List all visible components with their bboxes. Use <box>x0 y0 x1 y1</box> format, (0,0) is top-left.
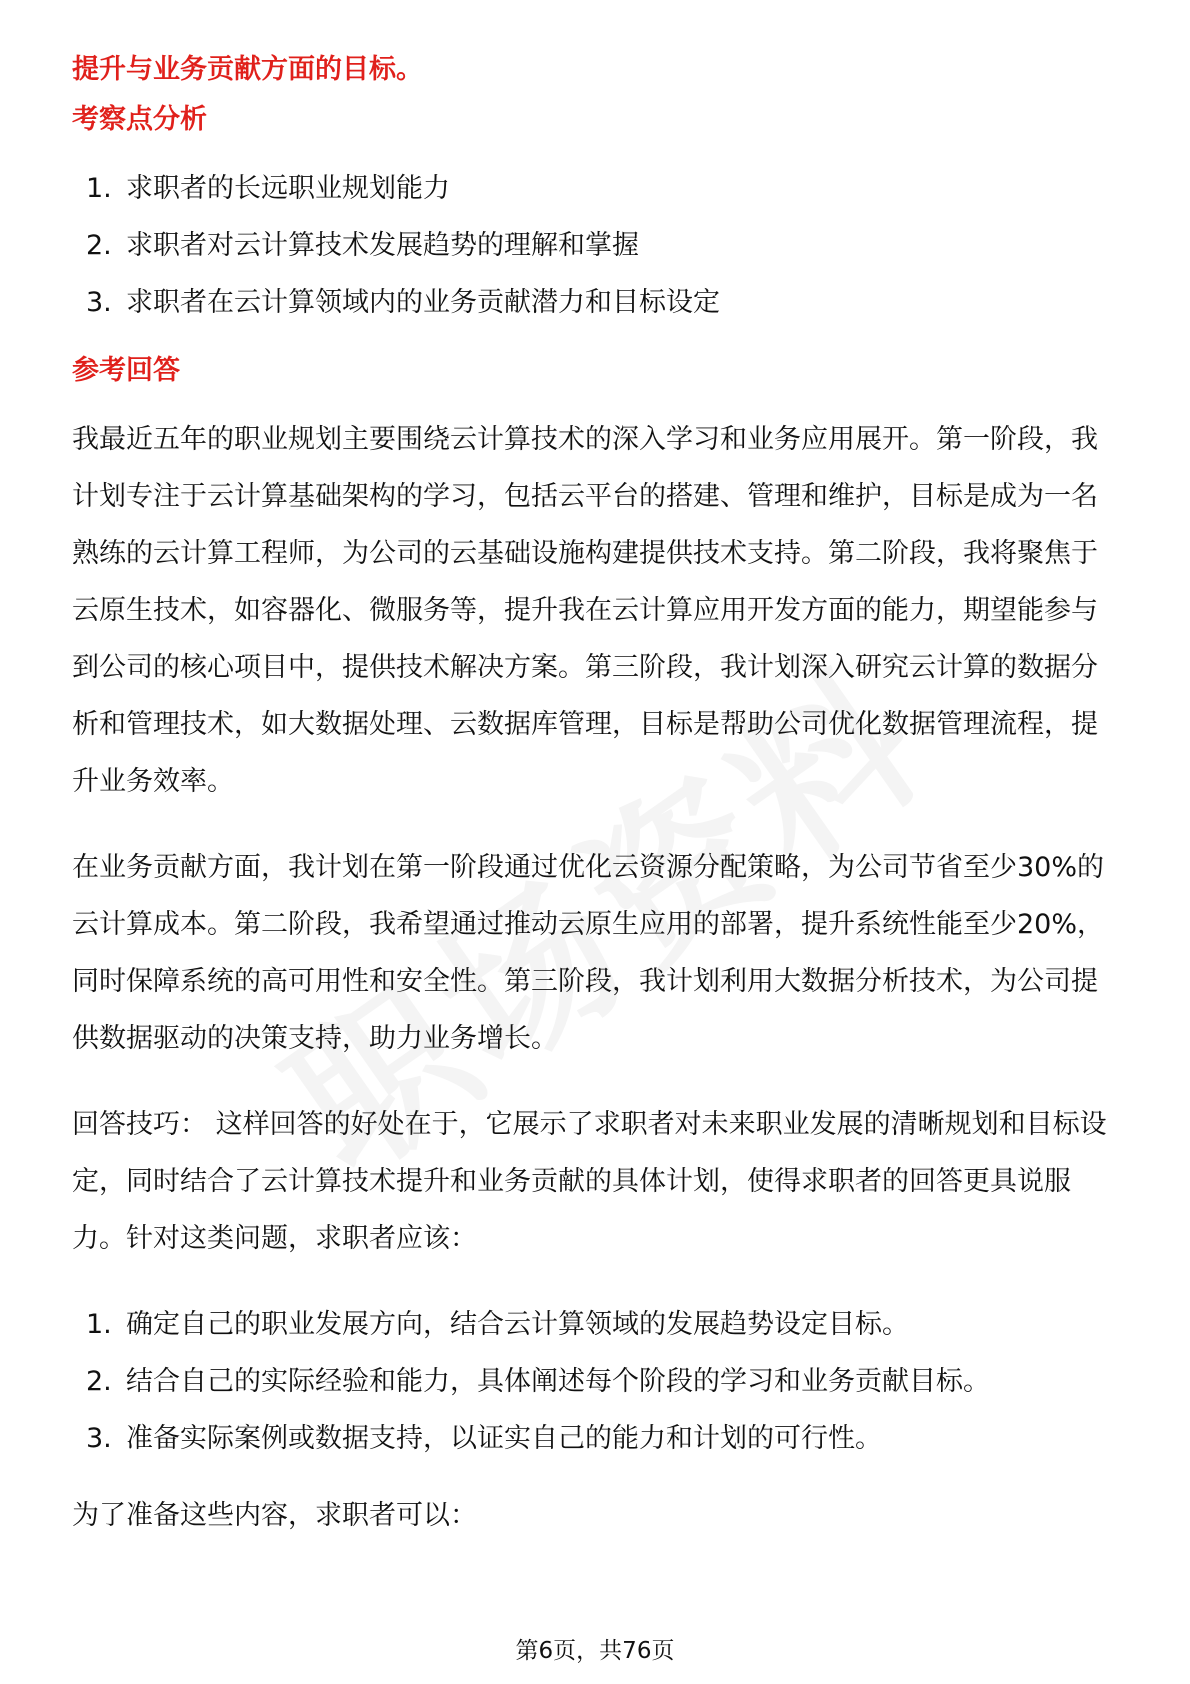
list-item <box>72 274 1122 331</box>
list-number: 1. <box>86 1309 112 1340</box>
list-text: 准备实际案例或数据支持，以证实自己的能力和计划的可行性。 <box>126 1423 882 1454</box>
answer-heading: 参考回答 <box>72 355 180 386</box>
list-item <box>72 1353 1122 1410</box>
list-item <box>72 1410 1122 1467</box>
tips-list <box>72 1296 1122 1467</box>
prepare-paragraph: 为了准备这些内容，求职者可以： <box>72 1500 477 1531</box>
list-text: 求职者在云计算领域内的业务贡献潜力和目标设定 <box>126 287 720 318</box>
top-heading: 提升与业务贡献方面的目标。 <box>72 54 423 85</box>
list-item <box>72 217 1122 274</box>
list-number: 3. <box>86 1423 112 1454</box>
tips-paragraph: 回答技巧： 这样回答的好处在于，它展示了求职者对未来职业发展的清晰规划和目标设定，同时结合了云计算技术提升和业务贡献的具体计划，使得求职者的回答更具说服力。针对这类问题，求职者应该： <box>72 1109 1107 1254</box>
list-item <box>72 160 1122 217</box>
list-text: 确定自己的职业发展方向，结合云计算领域的发展趋势设定目标。 <box>126 1309 909 1340</box>
list-text: 求职者对云计算技术发展趋势的理解和掌握 <box>126 230 639 261</box>
page-number-footer: 第6页，共76页 <box>515 1638 675 1664</box>
list-text: 求职者的长远职业规划能力 <box>126 173 450 204</box>
list-text: 结合自己的实际经验和能力，具体阐述每个阶段的学习和业务贡献目标。 <box>126 1366 990 1397</box>
answer-paragraph-1: 我最近五年的职业规划主要围绕云计算技术的深入学习和业务应用展开。第一阶段，我计划专注于云计算基础架构的学习，包括云平台的搭建、管理和维护，目标是成为一名熟练的云计算工程师，为公司的云基础设施构建提供技术支持。第二阶段，我将聚焦于云原生技术，如容器化、微服务等，提升我在云计算应用开发方面的能力，期望能参与到公司的核心项目中，提供技术解决方案。第三阶段，我计划深入研究云计算的数据分析和管理技术，如大数据处理、云数据库管理，目标是帮助公司优化数据管理流程，提升业务效率。 <box>72 424 1098 797</box>
list-item <box>72 1296 1122 1353</box>
list-number: 2. <box>86 1366 112 1397</box>
answer-paragraph-2: 在业务贡献方面，我计划在第一阶段通过优化云资源分配策略，为公司节省至少30%的云计算成本。第二阶段，我希望通过推动云原生应用的部署，提升系统性能至少20%，同时保障系统的高可用性和安全性。第三阶段，我计划利用大数据分析技术，为公司提供数据驱动的决策支持，助力业务增长。 <box>72 852 1105 1054</box>
analysis-list <box>72 160 1122 331</box>
document-content <box>72 50 1122 1573</box>
analysis-heading: 考察点分析 <box>72 104 207 135</box>
list-number: 2. <box>86 230 112 261</box>
list-number: 3. <box>86 287 112 318</box>
list-number: 1. <box>86 173 112 204</box>
